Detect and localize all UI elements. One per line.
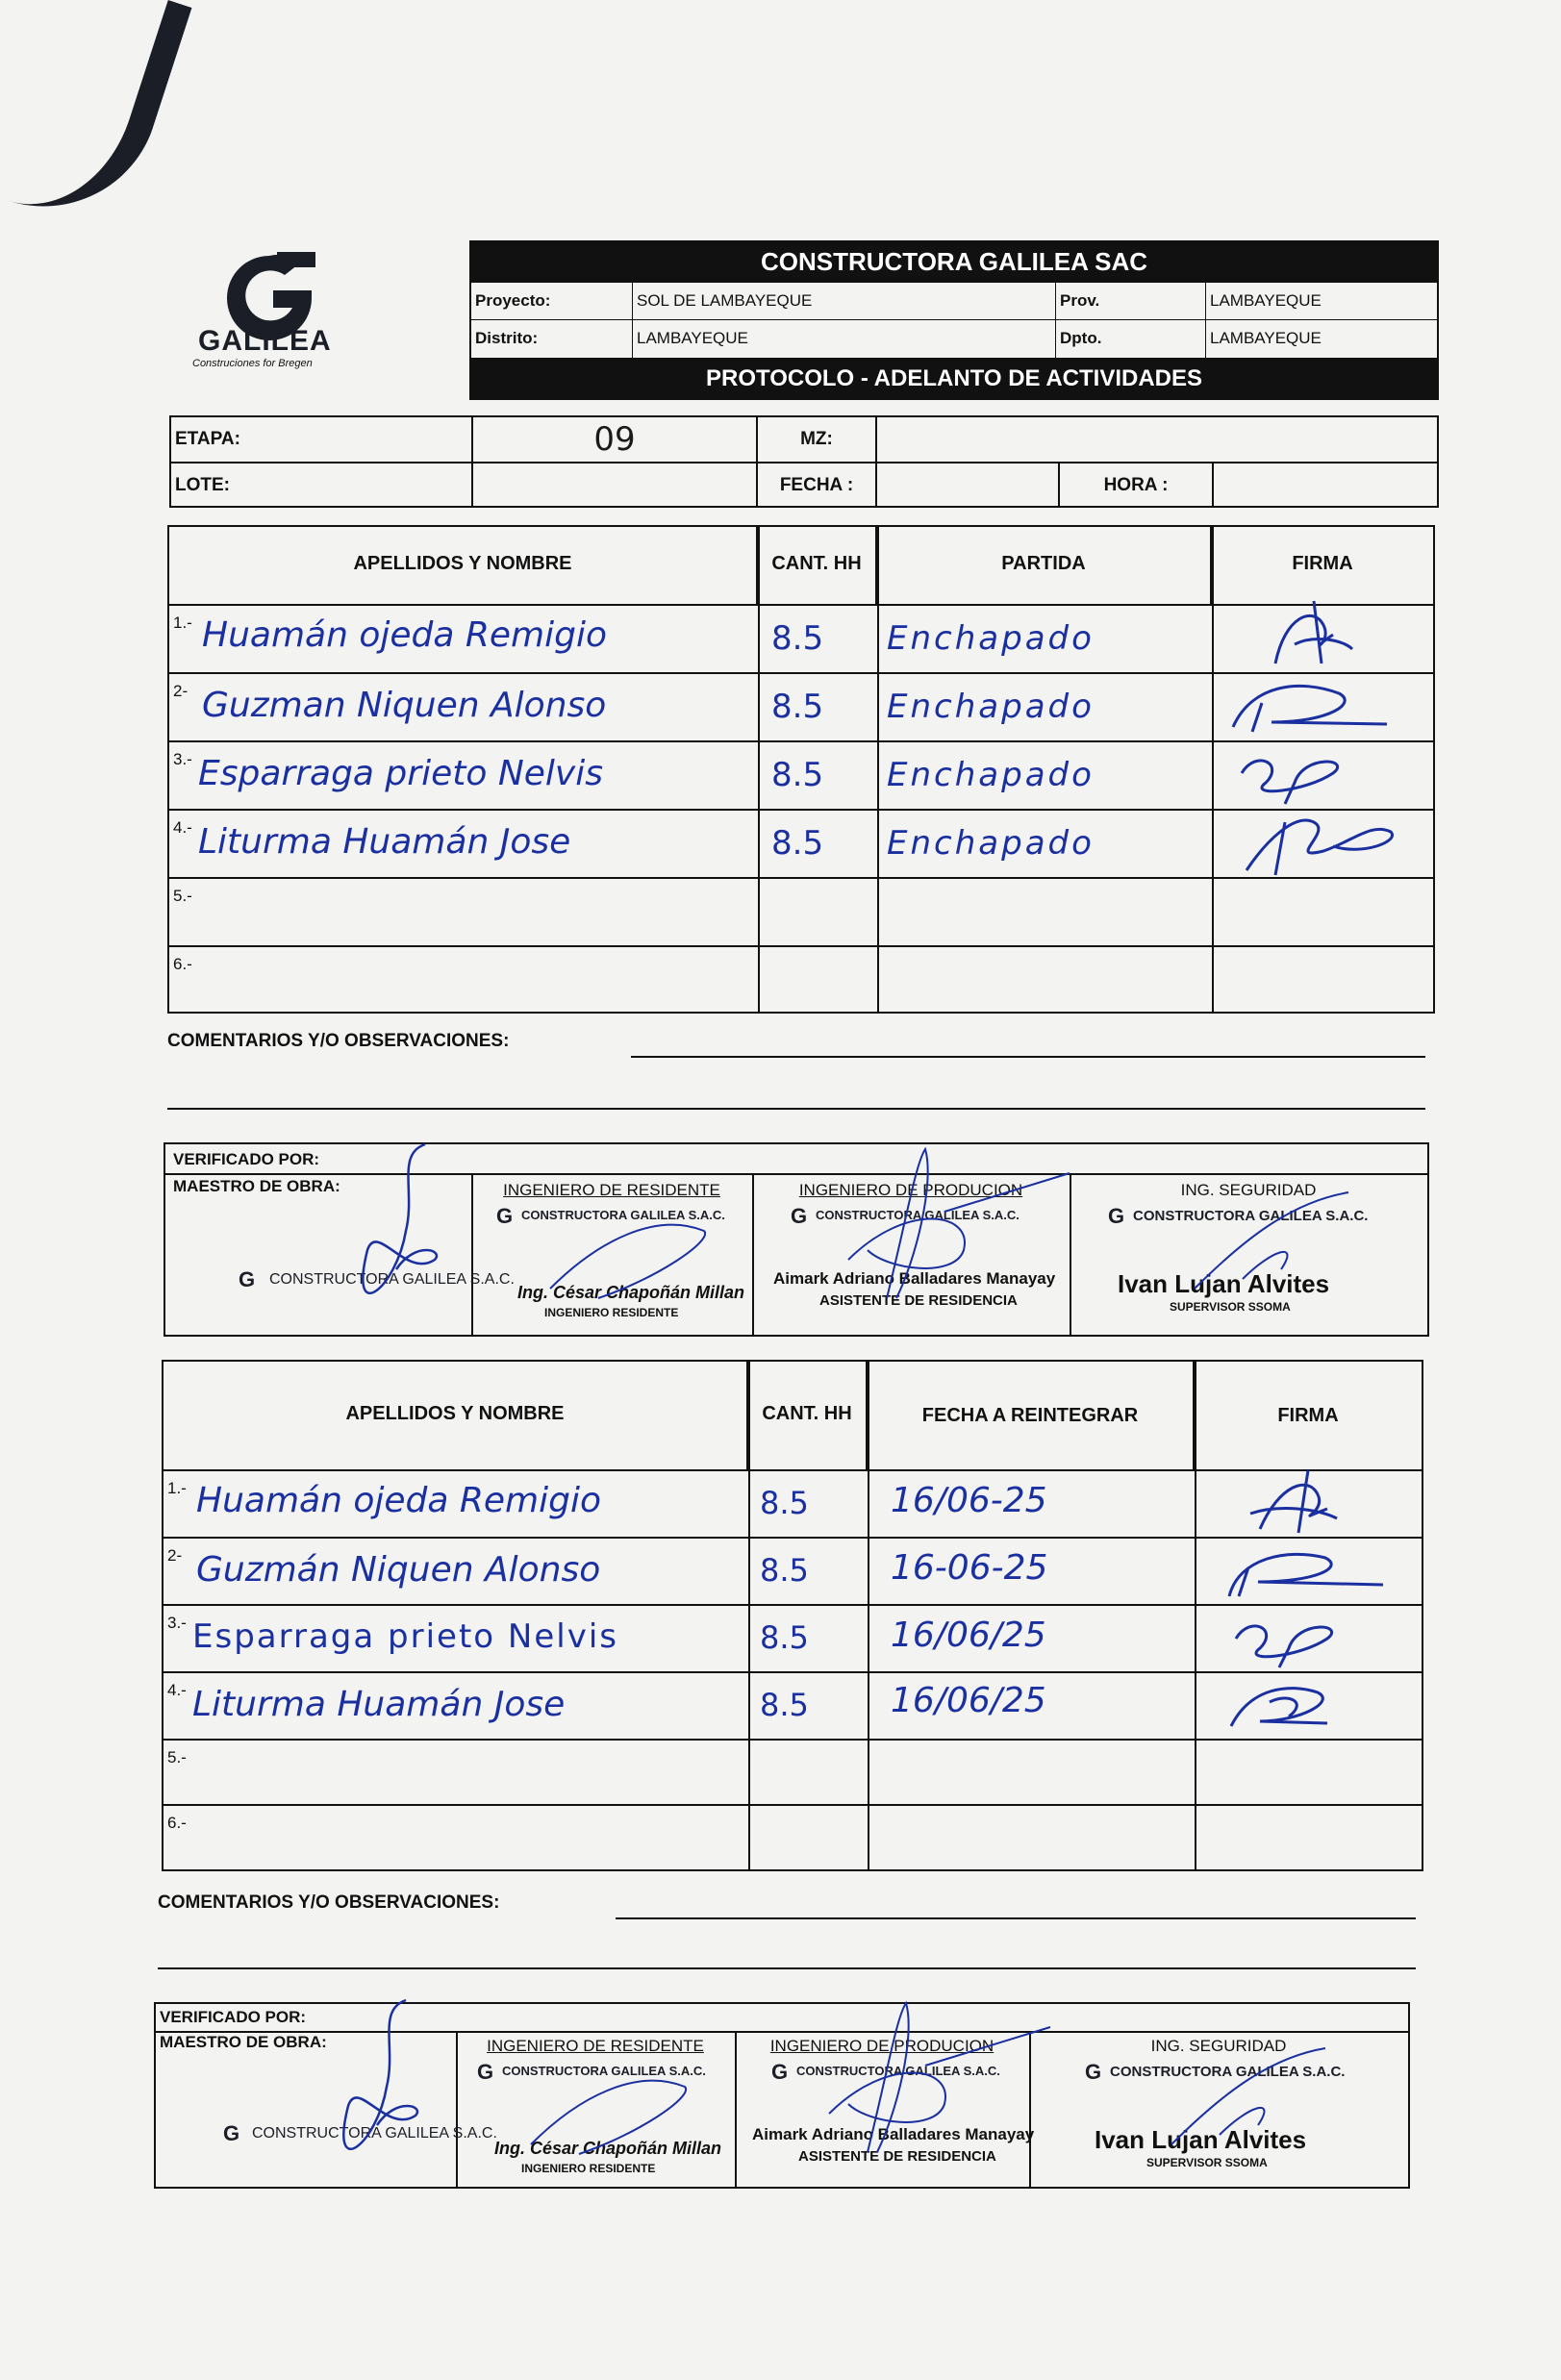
workers-table-1 — [167, 525, 1435, 1014]
produccion-role: ASISTENTE DE RESIDENCIA — [819, 1292, 1018, 1309]
worker-signature — [1214, 674, 1406, 741]
row-number: 5.- — [173, 887, 192, 905]
company-logo — [169, 240, 469, 400]
row-number: 3.- — [173, 750, 192, 768]
hours-value: 8.5 — [771, 619, 824, 658]
hora-label: HORA : — [1060, 463, 1214, 508]
table-row — [164, 1671, 1422, 1739]
mz-label: MZ: — [758, 417, 877, 462]
table1-header-firma: FIRMA — [1292, 553, 1353, 574]
reintegro-date: 16/06/25 — [891, 1616, 1046, 1655]
lote-label: LOTE: — [171, 463, 473, 508]
seguridad-role: SUPERVISOR SSOMA — [1170, 1300, 1291, 1314]
residente-signature — [521, 2058, 714, 2164]
table1-header-name: APELLIDOS Y NOMBRE — [169, 527, 758, 604]
distrito-label: Distrito: — [471, 320, 633, 358]
maestro-signature — [310, 1135, 464, 1337]
residente-title: INGENIERO DE RESIDENTE — [487, 2037, 704, 2055]
company-title: CONSTRUCTORA GALILEA SAC — [469, 240, 1439, 283]
maestro-stamp: CONSTRUCTORA GALILEA S.A.C. — [269, 1271, 515, 1288]
maestro-label: MAESTRO DE OBRA: — [160, 2033, 327, 2051]
produccion-title: INGENIERO DE PRODUCION — [798, 1181, 1023, 1199]
proyecto-label: Proyecto: — [471, 283, 633, 320]
worker-signature — [1221, 1610, 1356, 1671]
worker-name: Huamán ojeda Remigio — [196, 1481, 601, 1520]
table-row — [169, 809, 1433, 877]
residente-role: INGENIERO RESIDENTE — [521, 2162, 656, 2175]
comments-line — [616, 1917, 1416, 1919]
seguridad-stamp: CONSTRUCTORA GALILEA S.A.C. — [1133, 1208, 1369, 1224]
worker-name: Guzmán Niquen Alonso — [196, 1550, 601, 1590]
stage-info — [169, 415, 1439, 508]
table1-header-partida: PARTIDA — [877, 527, 1212, 604]
row-number: 4.- — [173, 818, 192, 837]
table2-header-hh: CANT. HH — [748, 1362, 868, 1469]
prov-value: LAMBAYEQUE — [1206, 283, 1437, 320]
seguridad-name: Ivan Lujan Alvites — [1118, 1269, 1330, 1298]
worker-signature — [1227, 744, 1362, 808]
reintegro-date: 16/06-25 — [891, 1481, 1047, 1520]
row-number: 6.- — [167, 1814, 187, 1832]
table-row — [169, 740, 1433, 809]
worker-name: Liturma Huamán Jose — [198, 822, 571, 862]
worker-name: Guzman Niquen Alonso — [202, 686, 607, 725]
produccion-role: ASISTENTE DE RESIDENCIA — [798, 2148, 996, 2165]
hours-value: 8.5 — [760, 1619, 809, 1656]
row-number: 2- — [167, 1546, 183, 1565]
stamp-g-icon: G — [771, 2060, 789, 2084]
dpto-label: Dpto. — [1056, 320, 1206, 358]
document-header — [169, 240, 1439, 400]
worker-signature — [1227, 803, 1420, 880]
row-number: 5.- — [167, 1748, 187, 1766]
partida-value: Enchapado — [887, 756, 1095, 794]
worker-signature — [1256, 596, 1362, 675]
row-number: 2- — [173, 682, 189, 700]
table-row — [169, 604, 1433, 672]
prov-label: Prov. — [1056, 283, 1206, 320]
residente-title: INGENIERO DE RESIDENTE — [503, 1181, 720, 1199]
row-number: 3.- — [167, 1614, 187, 1632]
comments-line — [158, 1967, 1416, 1969]
lote-value — [473, 463, 758, 508]
stamp-g-icon: G — [1108, 1204, 1125, 1228]
table-row — [164, 1537, 1422, 1604]
table-row — [169, 945, 1433, 1014]
verificado-label: VERIFICADO POR: — [173, 1150, 320, 1168]
seguridad-stamp: CONSTRUCTORA GALILEA S.A.C. — [1110, 2064, 1346, 2080]
project-grid — [469, 283, 1439, 358]
table2-header-fecha: FECHA A REINTEGRAR — [868, 1362, 1195, 1469]
residente-role: INGENIERO RESIDENTE — [544, 1306, 679, 1319]
hours-value: 8.5 — [760, 1687, 809, 1723]
table-row — [164, 1804, 1422, 1869]
comments-label: COMENTARIOS Y/O OBSERVACIONES: — [167, 1031, 510, 1051]
table-row — [164, 1604, 1422, 1671]
produccion-name: Aimark Adriano Balladares Manayay — [773, 1269, 1056, 1288]
logo-name: GALILEA — [198, 325, 332, 357]
worker-signature — [1241, 1466, 1356, 1539]
seguridad-name: Ivan Lujan Alvites — [1095, 2125, 1307, 2154]
etapa-label: ETAPA: — [171, 417, 473, 462]
residente-name: Ing. César Chapoñán Millan — [494, 2139, 722, 2158]
produccion-signature — [829, 1144, 1079, 1308]
table1-header-hh: CANT. HH — [758, 527, 877, 604]
etapa-cell — [473, 417, 758, 462]
table-row — [169, 877, 1433, 945]
hours-value: 8.5 — [760, 1485, 809, 1521]
reintegro-date: 16/06/25 — [891, 1681, 1046, 1720]
etapa-value: 09 — [593, 420, 636, 459]
produccion-title: INGENIERO DE PRODUCION — [769, 2037, 995, 2055]
table-row — [164, 1739, 1422, 1804]
hours-value: 8.5 — [771, 688, 824, 726]
maestro-stamp: CONSTRUCTORA GALILEA S.A.C. — [252, 2125, 497, 2142]
row-number: 1.- — [173, 614, 192, 632]
seguridad-role: SUPERVISOR SSOMA — [1146, 2156, 1268, 2169]
proyecto-value: SOL DE LAMBAYEQUE — [633, 283, 1056, 320]
seguridad-signature — [1185, 1183, 1358, 1298]
residente-name: Ing. César Chapoñán Millan — [517, 1283, 745, 1302]
hours-value: 8.5 — [771, 824, 824, 863]
seguridad-signature — [1162, 2039, 1335, 2154]
table2-header-firma: FIRMA — [1277, 1405, 1339, 1426]
produccion-stamp: CONSTRUCTORA GALILEA S.A.C. — [816, 1208, 1020, 1222]
header-info — [469, 240, 1439, 400]
fecha-value — [877, 463, 1060, 508]
verification-block-1 — [164, 1142, 1429, 1337]
produccion-name: Aimark Adriano Balladares Manayay — [752, 2125, 1035, 2143]
stamp-g-icon: G — [496, 1204, 514, 1228]
comments-line — [167, 1108, 1425, 1110]
residente-signature — [541, 1202, 733, 1308]
produccion-stamp: CONSTRUCTORA GALILEA S.A.C. — [796, 2064, 1000, 2078]
fecha-label: FECHA : — [758, 463, 877, 508]
protocol-title: PROTOCOLO - ADELANTO DE ACTIVIDADES — [469, 358, 1439, 400]
maestro-label: MAESTRO DE OBRA: — [173, 1177, 340, 1195]
row-number: 6.- — [173, 955, 192, 973]
seguridad-title: ING. SEGURIDAD — [1150, 2037, 1287, 2055]
verification-block-2 — [154, 2002, 1410, 2189]
partida-value: Enchapado — [887, 824, 1095, 863]
stamp-g-icon: G — [791, 1204, 808, 1228]
table2-header-name: APELLIDOS Y NOMBRE — [164, 1362, 748, 1469]
partida-value: Enchapado — [887, 688, 1095, 726]
stamp-g-icon: G — [223, 2121, 240, 2145]
worker-name: Esparraga prieto Nelvis — [192, 1617, 618, 1656]
comments-label: COMENTARIOS Y/O OBSERVACIONES: — [158, 1892, 500, 1913]
reintegro-date: 16-06-25 — [891, 1548, 1048, 1588]
table-row — [169, 672, 1433, 740]
produccion-signature — [810, 1998, 1060, 2162]
comments-line — [631, 1056, 1425, 1058]
worker-name: Esparraga prieto Nelvis — [198, 754, 603, 793]
maestro-signature — [290, 1991, 444, 2192]
table-row — [164, 1469, 1422, 1537]
stamp-g-icon: G — [477, 2060, 494, 2084]
seguridad-title: ING. SEGURIDAD — [1180, 1181, 1317, 1199]
row-number: 1.- — [167, 1479, 187, 1497]
worker-signature — [1212, 1673, 1347, 1735]
logo-subtitle: Construciones for Bregen — [192, 358, 313, 369]
residente-stamp: CONSTRUCTORA GALILEA S.A.C. — [521, 1208, 725, 1222]
hours-value: 8.5 — [760, 1552, 809, 1589]
stamp-g-icon: G — [1085, 2060, 1102, 2084]
residente-stamp: CONSTRUCTORA GALILEA S.A.C. — [502, 2064, 706, 2078]
worker-signature — [1200, 1539, 1393, 1606]
distrito-value: LAMBAYEQUE — [633, 320, 1056, 358]
partida-value: Enchapado — [887, 619, 1095, 658]
workers-table-2 — [162, 1360, 1423, 1871]
row-number: 4.- — [167, 1681, 187, 1699]
worker-name: Liturma Huamán Jose — [192, 1685, 566, 1724]
hours-value: 8.5 — [771, 756, 824, 794]
dpto-value: LAMBAYEQUE — [1210, 329, 1322, 347]
verificado-label: VERIFICADO POR: — [160, 2008, 307, 2026]
stamp-g-icon: G — [239, 1267, 256, 1291]
worker-name: Huamán ojeda Remigio — [202, 615, 607, 655]
